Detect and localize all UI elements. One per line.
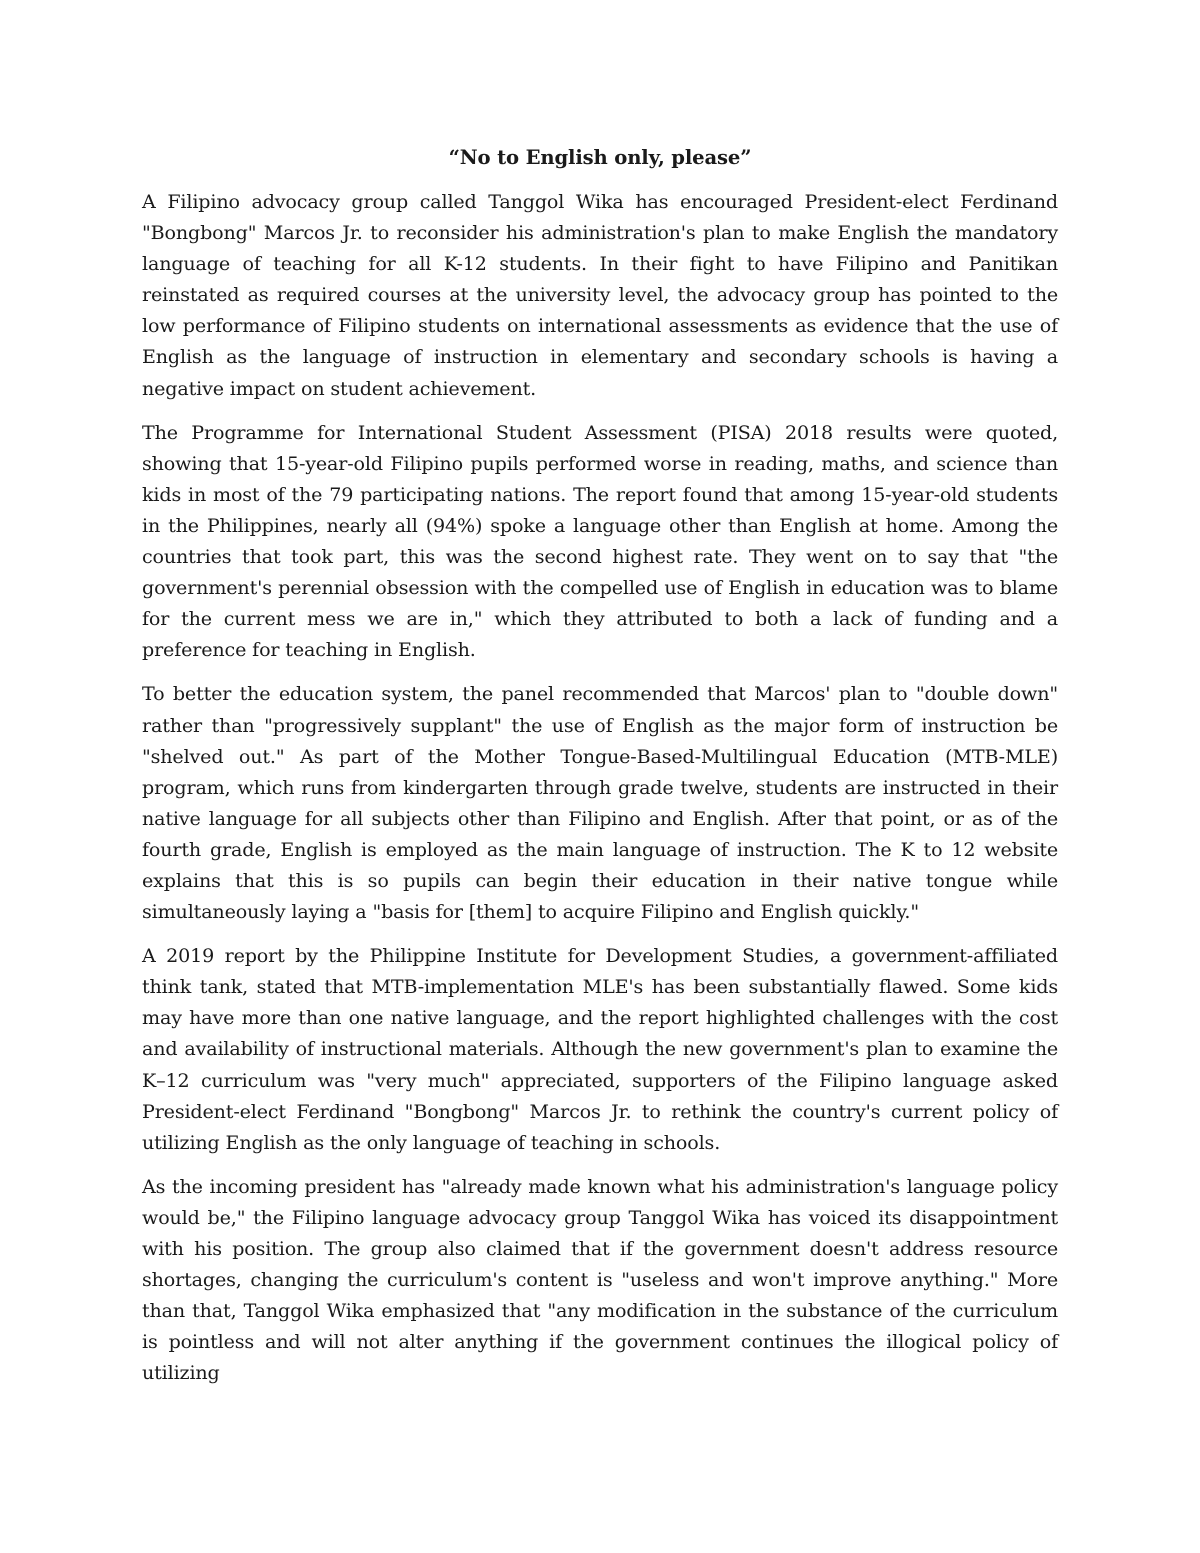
document-title: “No to English only, please” (448, 146, 752, 169)
paragraph-2: The Programme for International Student Assessment (PISA) 2018 results were quoted, showing that 15-year-old Filipino pupils performed worse in reading, maths, and science than kids in most of the 79 participating nations. The report found that among 15-year-old students in the Philippines, nearly all (94%) spoke a language other than English at home. Among the countries that took part, this was the second highest rate. They went on to say that "the government's perennial obsession with the compelled use of English in education was to blame for the current mess we are in," which they attributed to both a lack of funding and a preference for teaching in English. (142, 420, 1058, 662)
paragraph-3: To better the education system, the panel recommended that Marcos' plan to "double down" rather than "progressively supplant" the use of English as the major form of instruction be "shelved out." As part of the Mother Tongue-Based-Multilingual Education (MTB-MLE) program, which runs from kindergarten through grade twelve, students are instructed in their native language for all subjects other than Filipino and English. After that point, or as of the fourth grade, English is employed as the main language of instruction. The K to 12 website explains that this is so pupils can begin their education in their native tongue while simultaneously laying a "basis for [them] to acquire Filipino and English quickly." (142, 682, 1058, 924)
paragraph-1: A Filipino advocacy group called Tanggol Wika has encouraged President-elect Ferdinand "Bongbong" Marcos Jr. to reconsider his administration's plan to make English the mandatory language of teaching for all K-12 students. In their fight to have Filipino and Panitikan reinstated as required courses at the university level, the advocacy group has pointed to the low performance of Filipino students on international assessments as evidence that the use of English as the language of instruction in elementary and secondary schools is having a negative impact on student achievement. (142, 190, 1058, 400)
paragraph-4: A 2019 report by the Philippine Institute for Development Studies, a government-affiliated think tank, stated that MTB-implementation MLE's has been substantially flawed. Some kids may have more than one native language, and the report highlighted challenges with the cost and availability of instructional materials. Although the new government's plan to examine the K–12 curriculum was "very much" appreciated, supporters of the Filipino language asked President-elect Ferdinand "Bongbong" Marcos Jr. to rethink the country's current policy of utilizing English as the only language of teaching in schools. (142, 944, 1058, 1154)
paragraph-5: As the incoming president has "already made known what his administration's language policy would be," the Filipino language advocacy group Tanggol Wika has voiced its disappointment with his position. The group also claimed that if the government doesn't address resource shortages, changing the curriculum's content is "useless and won't improve anything." More than that, Tanggol Wika emphasized that "any modification in the substance of the curriculum is pointless and will not alter anything if the government continues the illogical policy of utilizing (142, 1174, 1058, 1385)
document-body (142, 142, 1058, 1388)
